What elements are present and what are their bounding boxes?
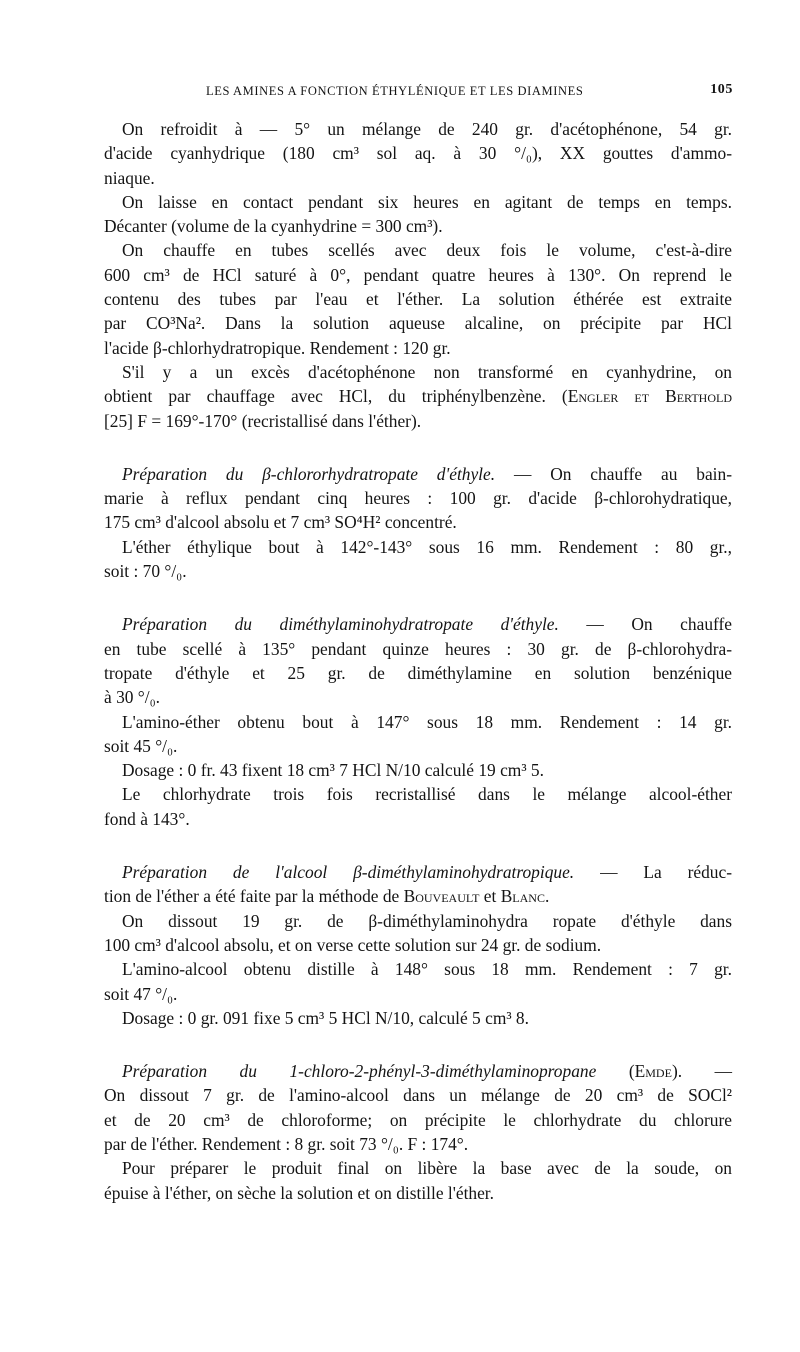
text-line: épuise à l'éther, on sèche la solution et on distille l'éther.: [104, 1182, 494, 1203]
text-fragment: .: [544, 886, 550, 907]
text-fragment: ). —: [671, 1061, 732, 1082]
text-line: à 30 °/₀.: [104, 687, 161, 708]
text-line: fond à 143°.: [104, 808, 190, 829]
text-line: [104, 384, 732, 408]
section-heading-line: [104, 462, 732, 486]
text-line: en tube scellé à 135° pendant quinze heures : 30 gr. de β-chlorohydra-: [104, 638, 732, 659]
text-line: soit 47 °/₀.: [104, 983, 178, 1004]
text-line: [25] F = 169°-170° (recristallisé dans l'éther).: [104, 410, 422, 431]
text-fragment: — On chauffe au bain-: [495, 463, 732, 484]
body-text: [104, 117, 732, 1205]
text-fragment: tion de l'éther a été faite par la méthode de: [104, 886, 404, 907]
text-line: On dissout 7 gr. de l'amino-alcool dans un mélange de 20 cm³ de SOCl²: [104, 1085, 732, 1106]
text-fragment: — On chauffe: [558, 614, 732, 635]
paragraph-gap: [104, 831, 732, 860]
section-heading: Préparation du diméthylaminohydratropate d'éthyle.: [122, 614, 559, 635]
text-fragment: et: [479, 886, 501, 907]
running-head: [118, 80, 733, 102]
text-line: On dissout 19 gr. de β-diméthylaminohydra ropate d'éthyle dans: [122, 910, 732, 931]
page-number: 105: [710, 82, 733, 97]
text-line: contenu des tubes par l'eau et l'éther. La solution éthérée est extraite: [104, 289, 732, 310]
text-line: soit : 70 °/₀.: [104, 561, 187, 582]
text-line: 175 cm³ d'alcool absolu et 7 cm³ SO⁴H² concentré.: [104, 512, 457, 533]
text-line: par de l'éther. Rendement : 8 gr. soit 73 °/₀. F : 174°.: [104, 1133, 469, 1154]
text-line: L'amino-alcool obtenu distille à 148° sous 18 mm. Rendement : 7 gr.: [122, 959, 732, 980]
text-line: 600 cm³ de HCl saturé à 0°, pendant quatre heures à 130°. On reprend le: [104, 264, 732, 285]
text-line: [104, 884, 732, 908]
text-line: niaque.: [104, 167, 155, 188]
text-line: L'éther éthylique bout à 142°-143° sous 16 mm. Rendement : 80 gr.,: [122, 536, 732, 557]
section-heading: Préparation de l'alcool β-diméthylaminohydratropique.: [122, 862, 575, 883]
text-line: tropate d'éthyle et 25 gr. de diméthylamine en solution benzénique: [104, 662, 732, 683]
text-line: S'il y a un excès d'acétophénone non transformé en cyanhydrine, on: [122, 361, 732, 382]
text-line: On chauffe en tubes scellés avec deux fois le volume, c'est-à-dire: [122, 240, 732, 261]
paragraph-gap: [104, 433, 732, 462]
text-line: Dosage : 0 gr. 091 fixe 5 cm³ 5 HCl N/10, calculé 5 cm³ 8.: [122, 1007, 529, 1028]
section-heading-line: [104, 860, 732, 884]
text-line: Décanter (volume de la cyanhydrine = 300 cm³).: [104, 216, 443, 237]
text-line: On refroidit à — 5° un mélange de 240 gr. d'acétophénone, 54 gr.: [122, 119, 732, 139]
author-name: Engler et Berthold: [567, 386, 732, 407]
text-fragment: obtient par chauffage avec HCl, du triphénylbenzène. (: [104, 386, 568, 407]
text-line: 100 cm³ d'alcool absolu, et on verse cette solution sur 24 gr. de sodium.: [104, 934, 602, 955]
text-line: Pour préparer le produit final on libère la base avec de la soude, on: [122, 1158, 732, 1179]
author-name: Emde: [634, 1061, 672, 1082]
text-line: Le chlorhydrate trois fois recristallisé dans le mélange alcool-éther: [122, 784, 732, 805]
author-name: Bouveault: [403, 886, 480, 907]
text-line: l'acide β-chlorhydratropique. Rendement : 120 gr.: [104, 337, 451, 358]
section-heading-line: [104, 612, 732, 636]
text-line: L'amino-éther obtenu bout à 147° sous 18 mm. Rendement : 14 gr.: [122, 711, 732, 732]
author-name: Blanc: [500, 886, 545, 907]
text-fragment: — La réduc-: [574, 862, 733, 883]
text-line: Dosage : 0 fr. 43 fixent 18 cm³ 7 HCl N/10 calculé 19 cm³ 5.: [122, 760, 544, 781]
text-line: marie à reflux pendant cinq heures : 100 gr. d'acide β-chlorohydratique,: [104, 488, 732, 509]
text-fragment: (: [596, 1061, 635, 1082]
section-heading: Préparation du β-chlororhydratropate d'éthyle.: [122, 463, 496, 484]
text-line: On laisse en contact pendant six heures en agitant de temps en temps.: [122, 191, 732, 212]
section-heading-line: [104, 1059, 732, 1083]
text-line: d'acide cyanhydrique (180 cm³ sol aq. à 30 °/₀), XX gouttes d'ammo-: [104, 143, 732, 164]
text-line: et de 20 cm³ de chloroforme; on précipite le chlorhydrate du chlorure: [104, 1109, 732, 1130]
paragraph-gap: [104, 583, 732, 612]
text-line: par CO³Na². Dans la solution aqueuse alcaline, on précipite par HCl: [104, 313, 732, 334]
paragraph-gap: [104, 1030, 732, 1059]
running-head-title: LES AMINES A FONCTION ÉTHYLÉNIQUE ET LES DIAMINES: [206, 84, 584, 98]
section-heading: Préparation du 1-chloro-2-phényl-3-diméthylaminopropane: [122, 1061, 597, 1082]
text-line: soit 45 °/₀.: [104, 735, 178, 756]
